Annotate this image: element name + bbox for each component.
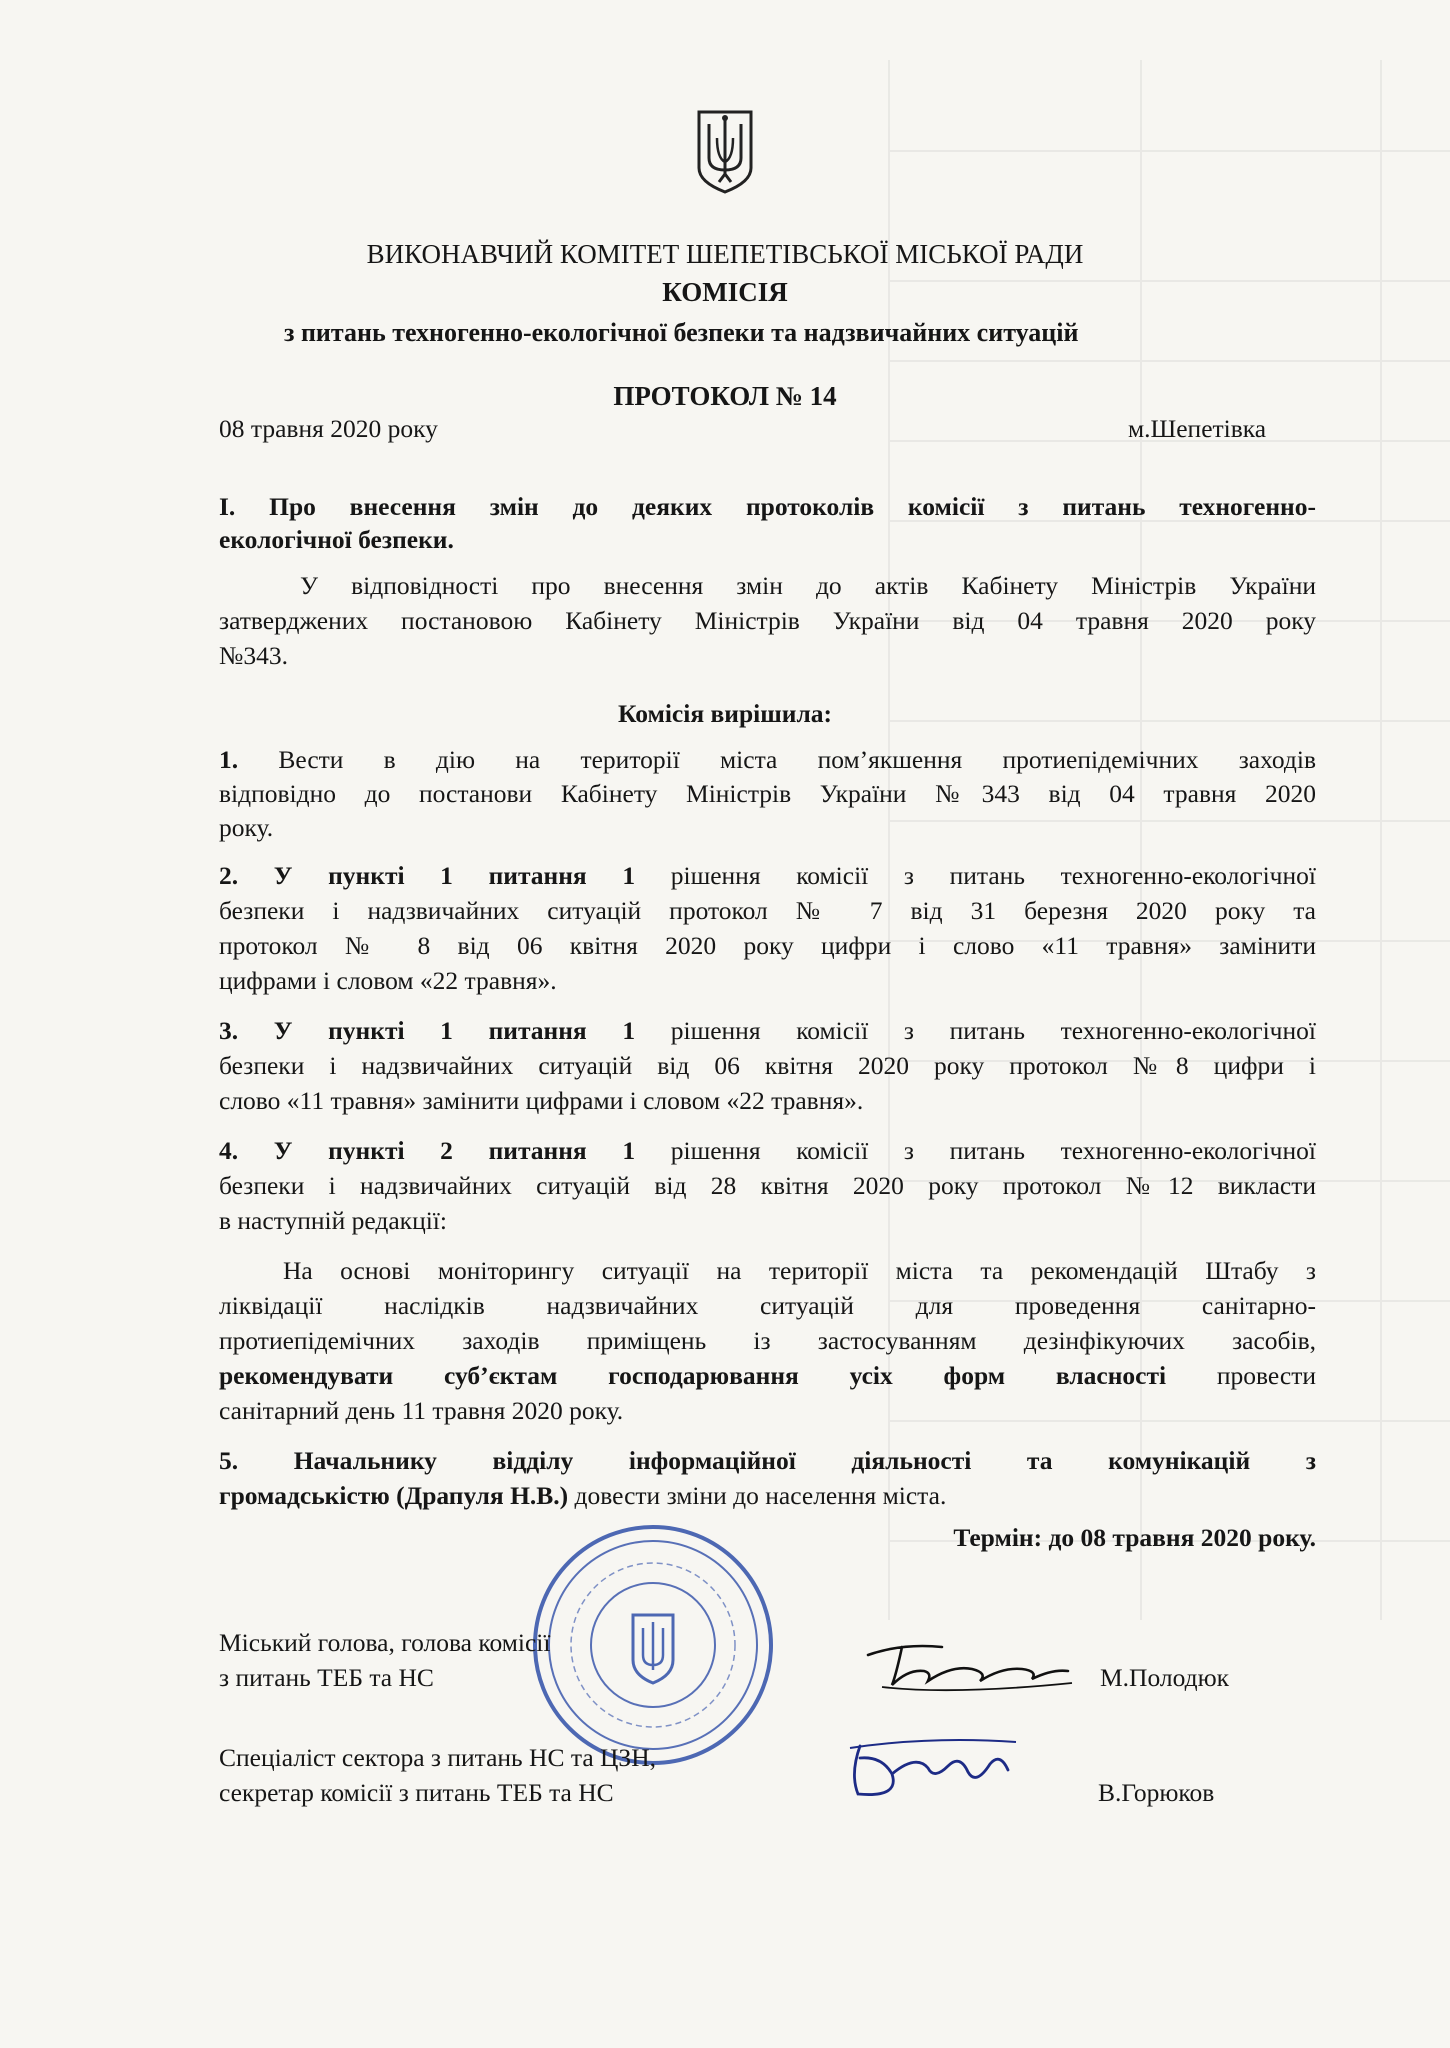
quote-line1: На основі моніторингу ситуації на території міста та рекомендацій Штабу з (283, 1256, 1316, 1285)
protocol-number: ПРОТОКОЛ № 14 (613, 381, 837, 411)
quote-line2: ліквідації наслідків надзвичайних ситуацій для проведення санітарно- (219, 1291, 1316, 1320)
mayor-handwritten-signature (862, 1625, 1092, 1705)
item2-line1: 2. У пункті 1 питання 1 рішення комісії з питань техногенно-екологічної (219, 861, 1316, 890)
item2-line4: цифрами і словом «22 травня». (219, 966, 557, 995)
item1-line3: року. (219, 813, 274, 842)
intro-line2: затверджених постановою Кабінету Міністрів України від 04 травня 2020 року (219, 606, 1316, 635)
commission-title: КОМІСІЯ (662, 277, 788, 307)
item3-line3: слово «11 травня» замінити цифрами і словом «22 травня». (219, 1086, 864, 1115)
quote-line4: рекомендувати суб’єктам господарювання усіх форм власності провести (219, 1361, 1316, 1390)
item4-line1: 4. У пункті 2 питання 1 рішення комісії з питань техногенно-екологічної (219, 1136, 1316, 1165)
secretary-handwritten-signature (840, 1728, 1030, 1818)
intro-line3: №343. (219, 641, 288, 670)
quote-line3: протиепідемічних заходів приміщень із застосуванням дезінфікуючих засобів, (219, 1326, 1316, 1355)
protocol-date: 08 травня 2020 року (219, 414, 438, 443)
secretary-name: В.Горюков (1098, 1778, 1215, 1807)
item5-line1: 5. Начальнику відділу інформаційної діяльності та комунікацій з (219, 1446, 1316, 1475)
secretary-title-line1: Спеціаліст сектора з питань НС та ЦЗН, (219, 1743, 656, 1772)
intro-line1: У відповідності про внесення змін до актів Кабінету Міністрів України (300, 571, 1316, 600)
item1-line2: відповідно до постанови Кабінету Міністрів України №343 від 04 травня 2020 (219, 779, 1316, 808)
mayor-title-line2: з питань ТЕБ та НС (219, 1663, 434, 1692)
official-round-stamp (528, 1520, 778, 1770)
item5-line2: громадськістю (Драпуля Н.В.) довести зміни до населення міста. (219, 1481, 947, 1510)
protocol-place: м.Шепетівка (1128, 414, 1267, 443)
mayor-title-line1: Міський голова, голова комісії (219, 1628, 551, 1657)
item1-line1: 1. Вести в дію на території міста пом’якшення протиепідемічних заходів (219, 745, 1316, 774)
secretary-title-line2: секретар комісії з питань ТЕБ та НС (219, 1778, 614, 1807)
commission-subtitle: з питань техногенно-екологічної безпеки та надзвичайних ситуацій (284, 318, 1079, 347)
item4-line3: в наступній редакції: (219, 1206, 447, 1235)
mayor-name: М.Полодюк (1100, 1663, 1230, 1692)
section-title-line2: екологічної безпеки. (219, 525, 454, 554)
decision-heading: Комісія вирішила: (617, 699, 832, 728)
item2-line2: безпеки і надзвичайних ситуацій протокол № 7 від 31 березня 2020 року та (219, 896, 1316, 925)
org-name: ВИКОНАВЧИЙ КОМІТЕТ ШЕПЕТІВСЬКОЇ МІСЬКОЇ РАДИ (366, 239, 1084, 269)
item2-line3: протокол № 8 від 06 квітня 2020 року цифри і слово «11 травня» замінити (219, 931, 1316, 960)
item4-line2: безпеки і надзвичайних ситуацій від 28 квітня 2020 року протокол №12 викласти (219, 1171, 1316, 1200)
item3-line1: 3. У пункті 1 питання 1 рішення комісії з питань техногенно-екологічної (219, 1016, 1316, 1045)
quote-line5: санітарний день 11 травня 2020 року. (219, 1396, 624, 1425)
trident-emblem-icon (695, 108, 755, 194)
section-title-line1: І. Про внесення змін до деяких протоколів комісії з питань техногенно- (219, 492, 1316, 521)
deadline: Термін: до 08 травня 2020 року. (953, 1523, 1316, 1552)
item3-line2: безпеки і надзвичайних ситуацій від 06 квітня 2020 року протокол №8 цифри і (219, 1051, 1316, 1080)
